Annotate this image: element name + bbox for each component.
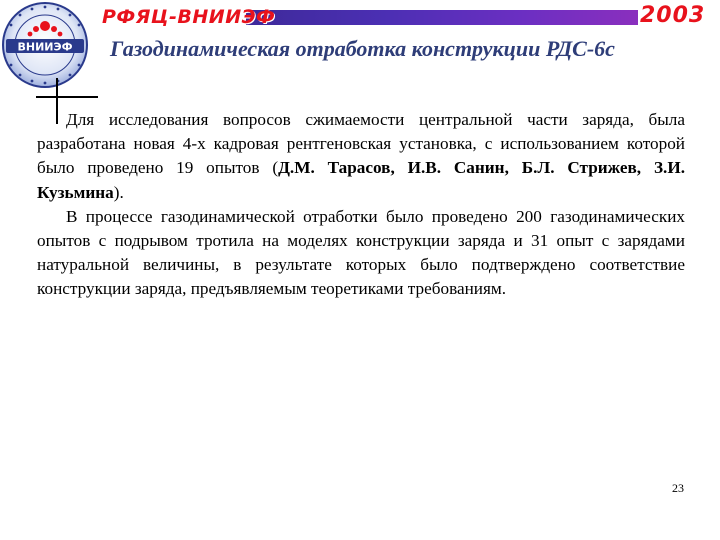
paragraph-1-names: Д.М. Тарасов, И.В. Санин, Б.Л. Стрижев, З.И. Кузьмина [37, 158, 685, 202]
org-name: РФЯЦ-ВНИИЭФ [102, 6, 276, 28]
paragraph-1 [37, 108, 685, 205]
paragraph-1-end: ). [113, 182, 124, 202]
slide-title: Газодинамическая отработка конструкции РДС-6с [110, 36, 615, 61]
page-number: 23 [672, 481, 684, 495]
header-year: 2003 [640, 3, 706, 28]
emblem-label: ВНИИЭФ [17, 40, 73, 54]
vniief-emblem-logo [0, 0, 90, 90]
crosshair-horizontal [36, 96, 98, 98]
paragraph-2: В процессе газодинамической отработки было проведено 200 газодинамических опытов с подрывом тротила на моделях конструкции заряда и 31 опыт с зарядами натуральной величины, в результате которых было подтверждено соответствие конструкции заряда, предъявляемым теоретиками требованиям. [37, 206, 685, 299]
body-text [37, 108, 685, 302]
header-band [246, 10, 638, 25]
paragraph-1-text: Для исследования вопросов сжимаемости центральной части заряда, была разработана новая 4-х кадровая рентгеновская установка, с использованием которой было проведено 19 опытов ( [37, 110, 685, 178]
